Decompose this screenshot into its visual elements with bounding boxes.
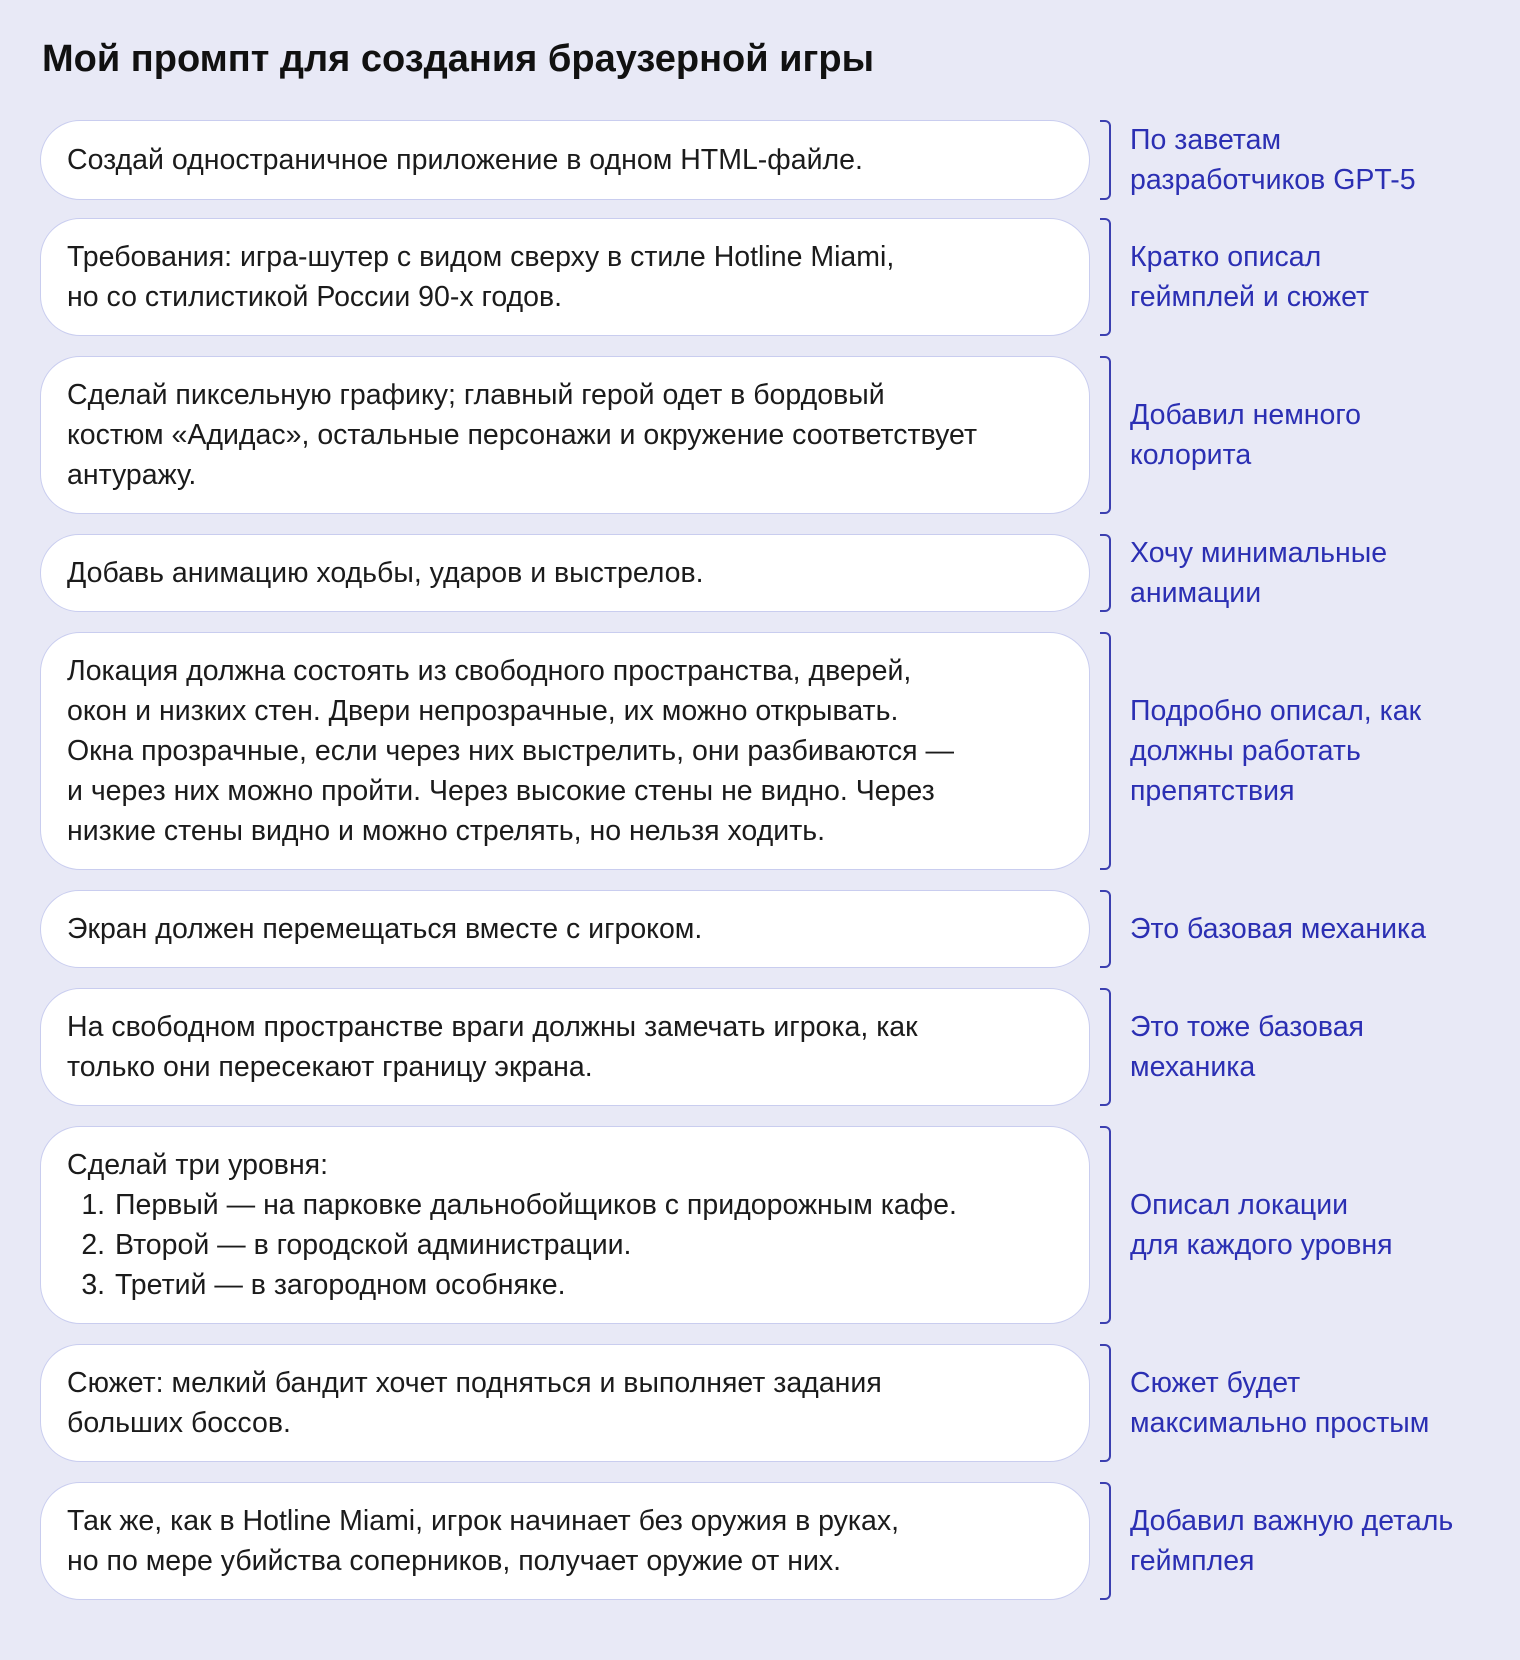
prompt-bubble [40,1344,1090,1462]
levels-list [67,1185,957,1305]
prompt-text: Требования: игра-шутер с видом сверху в стиле Hotline Miami, но со стилистикой России 90-х годов. [67,241,895,313]
prompt-bubble [40,890,1090,968]
prompt-row [40,534,1480,612]
annotation-bracket [1100,356,1111,514]
annotation-bracket [1100,120,1111,200]
annotation-note: Добавил немного колорита [1130,399,1361,471]
list-item: 1. Первый — на парковке дальнобойщиков с придорожным кафе. [113,1185,957,1225]
annotation-note: Добавил важную деталь геймплея [1130,1505,1454,1577]
annotation-bracket [1100,1344,1111,1462]
annotation-note: Описал локации для каждого уровня [1130,1189,1393,1261]
annotation-bracket [1100,534,1111,612]
annotation-note: Это тоже базовая механика [1130,1011,1364,1083]
list-item: 2. Второй — в городской администрации. [113,1225,957,1265]
prompt-text: Создай одностраничное приложение в одном HTML-файле. [67,144,863,176]
annotation-note: Подробно описал, как должны работать препятствия [1130,695,1422,807]
prompt-bubble [40,1126,1090,1324]
prompt-text: Сюжет: мелкий бандит хочет подняться и выполняет задания больших боссов. [67,1367,882,1439]
prompt-bubble [40,988,1090,1106]
annotation-bracket [1100,890,1111,968]
prompt-text: Так же, как в Hotline Miami, игрок начинает без оружия в руках, но по мере убийства соперников, получает оружие от них. [67,1505,900,1577]
annotation-note: По заветам разработчиков GPT-5 [1130,124,1416,196]
page-title: Мой промпт для создания браузерной игры [42,38,875,80]
prompt-text: Экран должен перемещаться вместе с игроком. [67,913,703,945]
prompt-row [40,356,1480,514]
prompt-text: На свободном пространстве враги должны замечать игрока, как только они пересекают границу экрана. [67,1011,918,1083]
annotation-note: Кратко описал геймплей и сюжет [1130,241,1370,313]
levels-block [67,1145,957,1305]
list-item: 3. Третий — в загородном особняке. [113,1265,957,1305]
prompt-bubble [40,632,1090,870]
prompt-bubble [40,1482,1090,1600]
prompt-text: Добавь анимацию ходьбы, ударов и выстрелов. [67,557,704,589]
prompt-text: Сделай пиксельную графику; главный герой одет в бордовый костюм «Адидас», остальные персонажи и окружение соответствует антуражу. [67,379,977,491]
prompt-row [40,120,1480,200]
prompt-row [40,1126,1480,1324]
annotation-bracket [1100,988,1111,1106]
annotation-bracket [1100,218,1111,336]
annotation-bracket [1100,1126,1111,1324]
prompt-bubble [40,218,1090,336]
prompt-row [40,988,1480,1106]
prompt-bubble [40,356,1090,514]
prompt-row [40,890,1480,968]
annotation-note: Это базовая механика [1130,913,1427,945]
levels-intro: Сделай три уровня: [67,1149,329,1181]
prompt-bubble [40,120,1090,200]
annotation-note: Сюжет будет максимально простым [1130,1367,1430,1439]
prompt-bubble [40,534,1090,612]
annotation-bracket [1100,632,1111,870]
prompt-row [40,1482,1480,1600]
annotation-bracket [1100,1482,1111,1600]
annotation-note: Хочу минимальные анимации [1130,537,1388,609]
prompt-row [40,1344,1480,1462]
prompt-row [40,632,1480,870]
prompt-row [40,218,1480,336]
prompt-text: Локация должна состоять из свободного пространства, дверей, окон и низких стен. Двери непрозрачные, их можно открывать. Окна прозрачные, если через них выстрелить, они разбиваются — и через них можно пройти. Через высокие стены не видно. Через низкие стены видно и можно стрелять, но нельзя ходить. [67,655,955,847]
